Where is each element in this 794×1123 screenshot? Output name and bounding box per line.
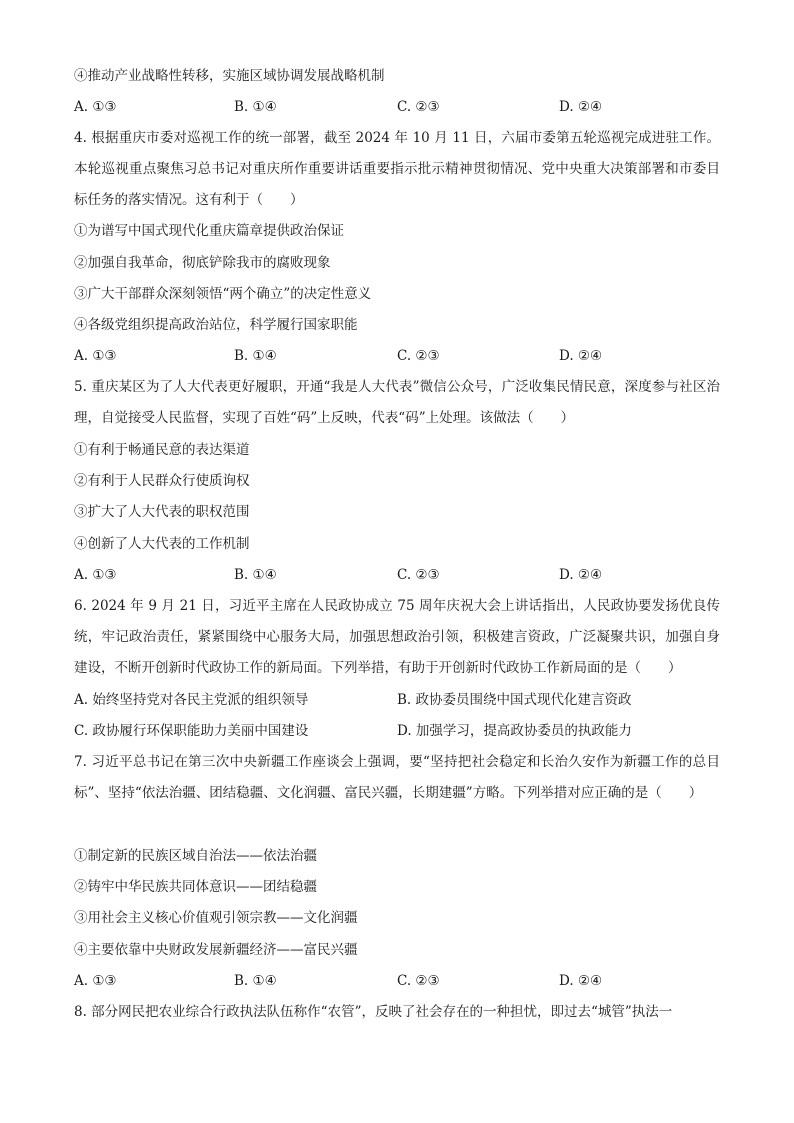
q6-option-a: A. 始终坚持党对各民主党派的组织领导: [74, 692, 309, 708]
q3-option-d: D. ②④: [559, 99, 603, 115]
q4-option-a: A. ①③: [74, 348, 117, 364]
q3-options: [74, 97, 724, 117]
q5-item-3: ③扩大了人大代表的职权范围: [74, 504, 250, 520]
q3-option-b: B. ①④: [234, 99, 277, 115]
q7-item-4: ④主要依靠中央财政发展新疆经济——富民兴疆: [74, 942, 358, 958]
q6-option-b: B. 政协委员围绕中国式现代化建言资政: [397, 692, 632, 708]
q8-stem: 8. 部分网民把农业综合行政执法队伍称作“农管”，反映了社会存在的一种担忧，即过去“城管”执法一: [74, 1004, 673, 1020]
q5-item-1: ①有利于畅通民意的表达渠道: [74, 442, 250, 458]
q4-item-3: ③广大干部群众深刻领悟“两个确立”的决定性意义: [74, 286, 372, 302]
q5-item-4: ④创新了人大代表的工作机制: [74, 536, 250, 552]
q7-item-1: ①制定新的民族区域自治法——依法治疆: [74, 848, 317, 864]
q7-option-d: D. ②④: [559, 973, 603, 989]
q5-option-a: A. ①③: [74, 567, 117, 583]
q4-stem: 4. 根据重庆市委对巡视工作的统一部署，截至 2024 年 10 月 11 日，六届市委第五轮巡视完成进驻工作。本轮巡视重点聚焦习总书记对重庆所作重要讲话重要指示批示精神贯彻情况、党中央重大决策部署和市委目标任务的落实情况。这有利于（ ）: [74, 130, 720, 208]
q7-stem: 7. 习近平总书记在第三次中央新疆工作座谈会上强调，要“坚持把社会稳定和长治久安作为新疆工作的总目标”、坚持“依法治疆、团结稳疆、文化润疆、富民兴疆，长期建疆”方略。下列举措对应正确的是（ ）: [74, 754, 720, 801]
q6-options-row2: [74, 721, 724, 741]
q5-stem: 5. 重庆某区为了人大代表更好履职，开通“我是人大代表”微信公众号，广泛收集民情民意，深度参与社区治理，自觉接受人民监督，实现了百姓“码”上反映，代表“码”上处理。该做法（ ）: [74, 379, 720, 426]
q4-options: [74, 346, 724, 366]
q6-option-d: D. 加强学习，提高政协委员的执政能力: [397, 723, 632, 739]
q4-item-1: ①为谱写中国式现代化重庆篇章提供政治保证: [74, 223, 344, 239]
q4-option-d: D. ②④: [559, 348, 603, 364]
q3-item-4: ④推动产业战略性转移，实施区域协调发展战略机制: [74, 68, 385, 84]
q6-options-row1: [74, 690, 724, 710]
q7-option-c: C. ②③: [397, 973, 440, 989]
q4-item-2: ②加强自我革命，彻底铲除我市的腐败现象: [74, 255, 331, 271]
q5-item-2: ②有利于人民群众行使质询权: [74, 473, 250, 489]
q5-option-b: B. ①④: [234, 567, 277, 583]
q4-option-c: C. ②③: [397, 348, 440, 364]
q7-options: [74, 971, 724, 991]
q3-option-c: C. ②③: [397, 99, 440, 115]
q5-option-c: C. ②③: [397, 567, 440, 583]
q3-option-a: A. ①③: [74, 99, 117, 115]
q7-option-b: B. ①④: [234, 973, 277, 989]
q7-item-2: ②铸牢中华民族共同体意识——团结稳疆: [74, 879, 317, 895]
q5-options: [74, 565, 724, 585]
q7-item-3: ③用社会主义核心价值观引领宗教——文化润疆: [74, 910, 358, 926]
q5-option-d: D. ②④: [559, 567, 603, 583]
q4-item-4: ④各级党组织提高政治站位，科学履行国家职能: [74, 317, 358, 333]
q6-option-c: C. 政协履行环保职能助力美丽中国建设: [74, 723, 309, 739]
q7-option-a: A. ①③: [74, 973, 117, 989]
q4-option-b: B. ①④: [234, 348, 277, 364]
q6-stem: 6. 2024 年 9 月 21 日，习近平主席在人民政协成立 75 周年庆祝大会上讲话指出，人民政协要发扬优良传统，牢记政治责任，紧紧围绕中心服务大局，加强思想政治引领，积极建言资政，广泛凝聚共识，加强自身建设，不断开创新时代政协工作的新局面。下列举措，有助于开创新时代政协工作新局面的是（ ）: [74, 598, 720, 676]
